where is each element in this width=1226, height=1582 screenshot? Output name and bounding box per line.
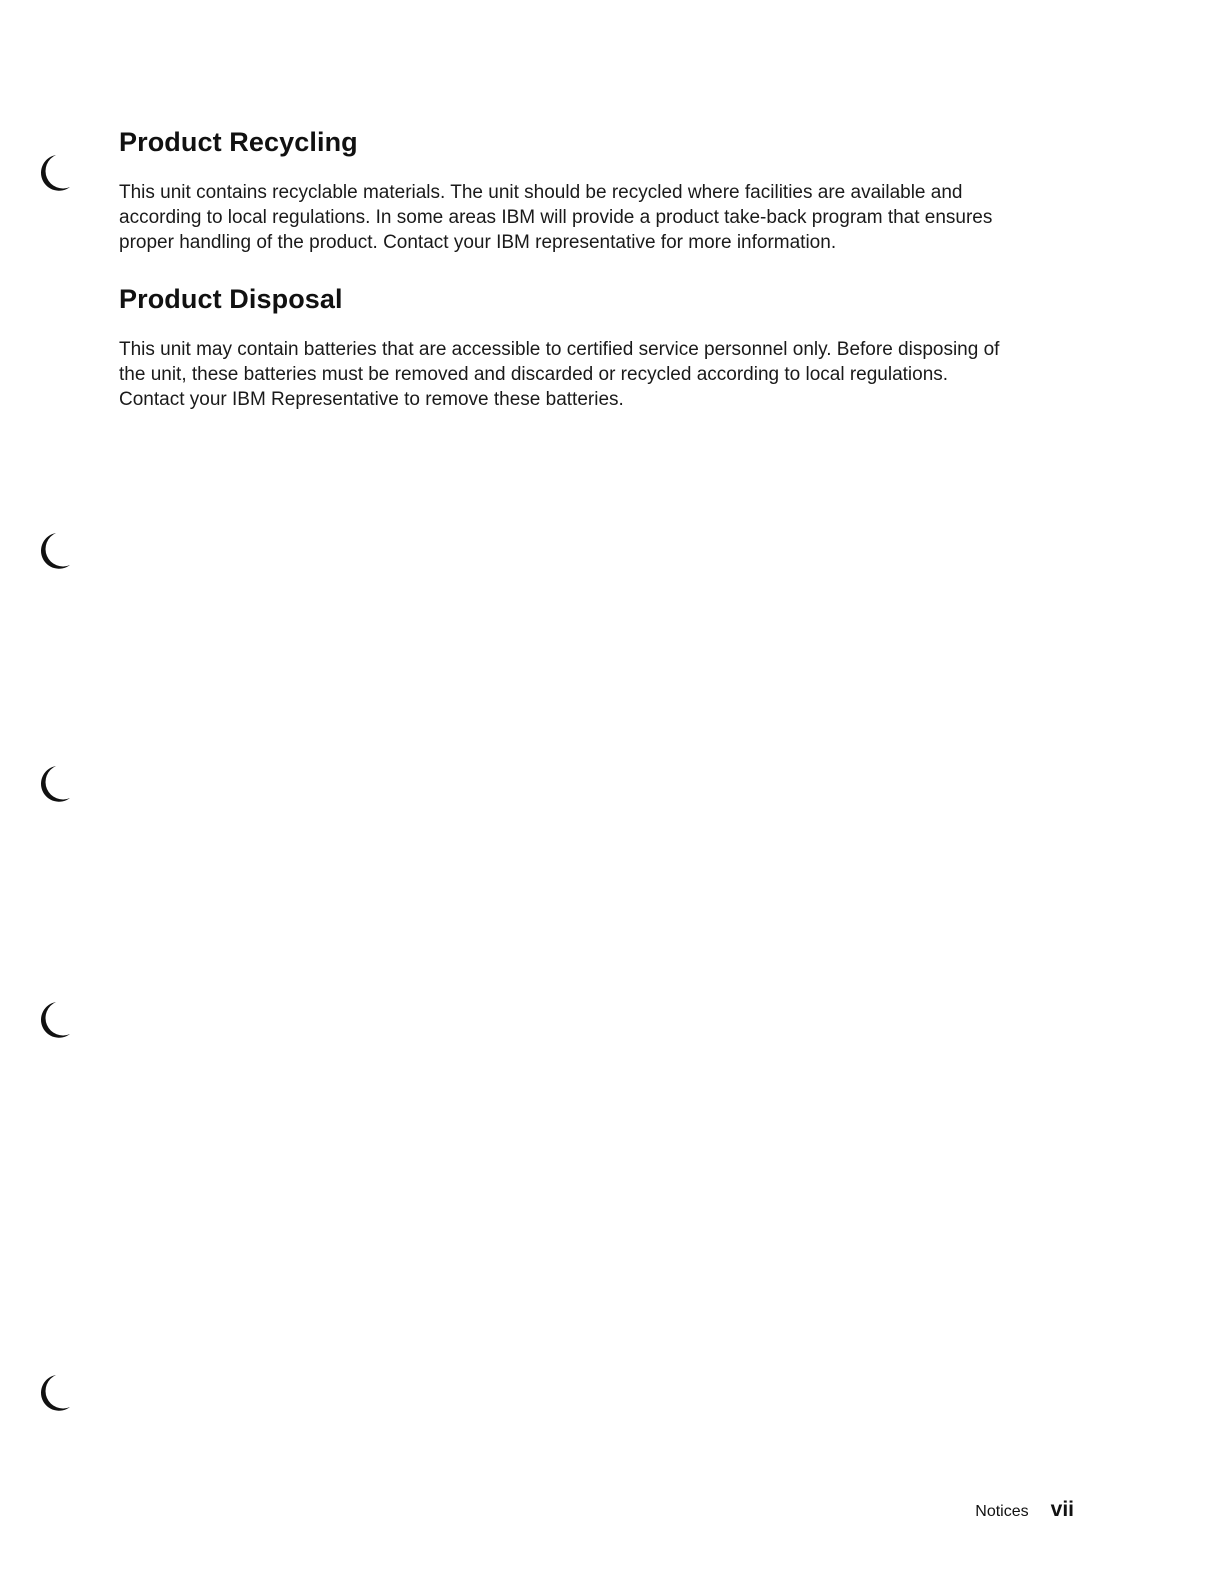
text-line: This unit contains recyclable materials. The unit should be recycled where facilities are available and (119, 182, 963, 203)
page-number: vii (1050, 1498, 1074, 1521)
body-paragraph (119, 337, 999, 412)
text-line: Contact your IBM Representative to remove these batteries. (119, 389, 624, 410)
binder-hole-icon (34, 1000, 74, 1040)
binder-hole-icon (34, 1373, 74, 1413)
page-footer (975, 1498, 1074, 1522)
body-paragraph (119, 180, 992, 255)
text-line: according to local regulations. In some areas IBM will provide a product take-back program that ensures (119, 207, 993, 228)
text-line: the unit, these batteries must be removed and discarded or recycled according to local regulations. (119, 364, 949, 385)
binder-hole-icon (34, 764, 74, 804)
section-heading: Product Recycling (119, 127, 358, 157)
text-line: proper handling of the product. Contact your IBM representative for more information. (119, 232, 837, 253)
footer-section-label: Notices (975, 1503, 1029, 1520)
section-product-recycling (119, 124, 992, 255)
text-line: This unit may contain batteries that are accessible to certified service personnel only. Before disposing of (119, 339, 1000, 360)
section-product-disposal (119, 281, 999, 412)
binder-hole-icon (34, 531, 74, 571)
binder-hole-icon (34, 153, 74, 193)
section-heading: Product Disposal (119, 284, 343, 314)
